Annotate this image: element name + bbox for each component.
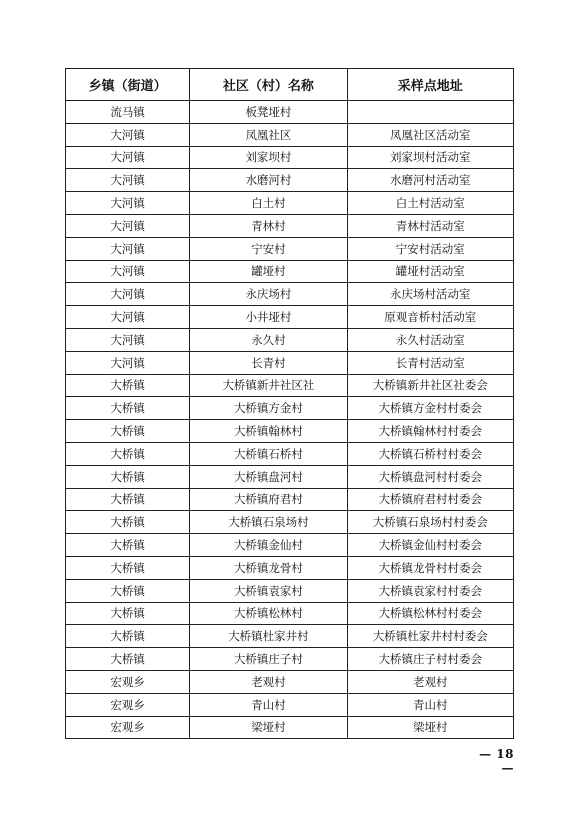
cell-community-name: 刘家坝村 (190, 146, 347, 169)
table-body (66, 101, 514, 739)
table-row (66, 260, 514, 283)
cell-sampling-address: 大桥镇盘河村村委会 (347, 465, 513, 488)
page-number: — 18 — (479, 747, 514, 775)
cell-community-name: 大桥镇石桥村 (190, 442, 347, 465)
cell-sampling-address: 永庆场村活动室 (347, 283, 513, 306)
table-row (66, 625, 514, 648)
cell-township: 大桥镇 (66, 534, 190, 557)
table-row (66, 670, 514, 693)
table-row (66, 397, 514, 420)
cell-township: 大桥镇 (66, 420, 190, 443)
table-header-row (66, 69, 514, 101)
table-row (66, 511, 514, 534)
table-row (66, 716, 514, 739)
cell-township: 大桥镇 (66, 511, 190, 534)
cell-township: 宏观乡 (66, 693, 190, 716)
cell-township: 宏观乡 (66, 670, 190, 693)
table-row (66, 237, 514, 260)
cell-township: 大河镇 (66, 169, 190, 192)
table-row (66, 374, 514, 397)
cell-sampling-address: 大桥镇石桥村村委会 (347, 442, 513, 465)
cell-community-name: 大桥镇龙骨村 (190, 556, 347, 579)
cell-township: 大桥镇 (66, 556, 190, 579)
cell-community-name: 大桥镇松林村 (190, 602, 347, 625)
cell-community-name: 凤凰社区 (190, 123, 347, 146)
cell-sampling-address: 大桥镇翰林村村委会 (347, 420, 513, 443)
table-row (66, 283, 514, 306)
table-row (66, 465, 514, 488)
cell-community-name: 大桥镇袁家村 (190, 579, 347, 602)
cell-sampling-address: 宁安村活动室 (347, 237, 513, 260)
cell-sampling-address: 长青村活动室 (347, 351, 513, 374)
cell-community-name: 长青村 (190, 351, 347, 374)
cell-township: 大河镇 (66, 123, 190, 146)
cell-township: 大河镇 (66, 237, 190, 260)
cell-township: 大河镇 (66, 214, 190, 237)
header-township: 乡镇（街道） (66, 69, 190, 101)
cell-township: 大河镇 (66, 146, 190, 169)
table-row (66, 693, 514, 716)
cell-community-name: 大桥镇新井社区社 (190, 374, 347, 397)
cell-community-name: 梁垭村 (190, 716, 347, 739)
cell-sampling-address: 凤凰社区活动室 (347, 123, 513, 146)
header-community-name: 社区（村）名称 (190, 69, 347, 101)
table-row (66, 579, 514, 602)
cell-community-name: 大桥镇府君村 (190, 488, 347, 511)
cell-community-name: 大桥镇庄子村 (190, 648, 347, 671)
cell-sampling-address: 大桥镇袁家村村委会 (347, 579, 513, 602)
cell-community-name: 罐垭村 (190, 260, 347, 283)
cell-sampling-address: 大桥镇龙骨村村委会 (347, 556, 513, 579)
table-row (66, 146, 514, 169)
cell-township: 流马镇 (66, 101, 190, 124)
cell-community-name: 永久村 (190, 328, 347, 351)
cell-sampling-address: 大桥镇金仙村村委会 (347, 534, 513, 557)
cell-sampling-address (347, 101, 513, 124)
cell-community-name: 大桥镇杜家井村 (190, 625, 347, 648)
cell-community-name: 大桥镇石泉场村 (190, 511, 347, 534)
cell-township: 大河镇 (66, 260, 190, 283)
cell-sampling-address: 青林村活动室 (347, 214, 513, 237)
cell-community-name: 老观村 (190, 670, 347, 693)
cell-township: 大河镇 (66, 192, 190, 215)
table-row (66, 488, 514, 511)
cell-community-name: 青山村 (190, 693, 347, 716)
cell-community-name: 小井垭村 (190, 306, 347, 329)
cell-sampling-address: 大桥镇石泉场村村委会 (347, 511, 513, 534)
cell-township: 大桥镇 (66, 374, 190, 397)
cell-community-name: 白土村 (190, 192, 347, 215)
cell-sampling-address: 大桥镇府君村村委会 (347, 488, 513, 511)
cell-township: 大桥镇 (66, 488, 190, 511)
table-row (66, 306, 514, 329)
cell-sampling-address: 永久村活动室 (347, 328, 513, 351)
cell-sampling-address: 大桥镇松林村村委会 (347, 602, 513, 625)
table-row (66, 192, 514, 215)
cell-township: 大河镇 (66, 351, 190, 374)
cell-sampling-address: 大桥镇新井社区社委会 (347, 374, 513, 397)
table-row (66, 534, 514, 557)
cell-township: 大桥镇 (66, 579, 190, 602)
table-row (66, 648, 514, 671)
table-row (66, 420, 514, 443)
cell-community-name: 大桥镇方金村 (190, 397, 347, 420)
cell-sampling-address: 刘家坝村活动室 (347, 146, 513, 169)
cell-community-name: 青林村 (190, 214, 347, 237)
table-row (66, 328, 514, 351)
cell-community-name: 宁安村 (190, 237, 347, 260)
table-row (66, 351, 514, 374)
cell-sampling-address: 老观村 (347, 670, 513, 693)
cell-sampling-address: 青山村 (347, 693, 513, 716)
cell-sampling-address: 大桥镇杜家井村村委会 (347, 625, 513, 648)
table-row (66, 169, 514, 192)
header-sampling-address: 采样点地址 (347, 69, 513, 101)
cell-community-name: 板凳垭村 (190, 101, 347, 124)
cell-township: 大桥镇 (66, 397, 190, 420)
cell-township: 大桥镇 (66, 465, 190, 488)
cell-community-name: 大桥镇翰林村 (190, 420, 347, 443)
cell-township: 大河镇 (66, 306, 190, 329)
table-row (66, 556, 514, 579)
table-row (66, 602, 514, 625)
cell-sampling-address: 原观音桥村活动室 (347, 306, 513, 329)
cell-sampling-address: 水磨河村活动室 (347, 169, 513, 192)
cell-community-name: 永庆场村 (190, 283, 347, 306)
cell-sampling-address: 大桥镇方金村村委会 (347, 397, 513, 420)
cell-sampling-address: 大桥镇庄子村村委会 (347, 648, 513, 671)
cell-township: 大河镇 (66, 328, 190, 351)
cell-township: 大桥镇 (66, 442, 190, 465)
cell-township: 大桥镇 (66, 648, 190, 671)
table-row (66, 442, 514, 465)
cell-community-name: 大桥镇盘河村 (190, 465, 347, 488)
cell-township: 大河镇 (66, 283, 190, 306)
cell-sampling-address: 梁垭村 (347, 716, 513, 739)
table-row (66, 123, 514, 146)
sampling-sites-table (65, 68, 514, 739)
cell-community-name: 大桥镇金仙村 (190, 534, 347, 557)
cell-township: 宏观乡 (66, 716, 190, 739)
cell-sampling-address: 白土村活动室 (347, 192, 513, 215)
cell-sampling-address: 罐垭村活动室 (347, 260, 513, 283)
cell-township: 大桥镇 (66, 625, 190, 648)
cell-township: 大桥镇 (66, 602, 190, 625)
cell-community-name: 水磨河村 (190, 169, 347, 192)
table-row (66, 101, 514, 124)
table-row (66, 214, 514, 237)
